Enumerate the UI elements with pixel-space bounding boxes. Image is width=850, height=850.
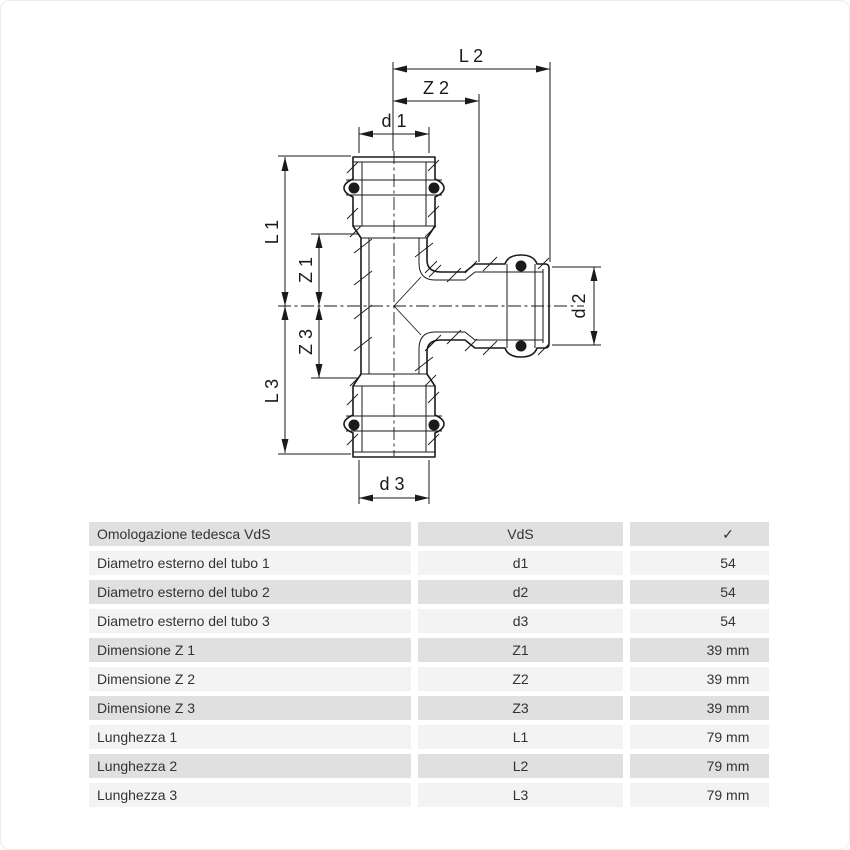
row-label: Dimensione Z 3: [89, 696, 411, 720]
table-row: [89, 754, 769, 778]
table-row: [89, 725, 769, 749]
row-value: 79 mm: [630, 754, 769, 778]
row-symbol: d1: [418, 551, 623, 575]
row-symbol: Z3: [418, 696, 623, 720]
dim-label-l3: L 3: [262, 378, 282, 404]
row-symbol: L1: [418, 725, 623, 749]
table-row: [89, 696, 769, 720]
row-label: Diametro esterno del tubo 3: [89, 609, 411, 633]
technical-drawing: [1, 1, 850, 516]
row-label: Lunghezza 1: [89, 725, 411, 749]
row-value: 79 mm: [630, 783, 769, 807]
tee-outline: [344, 157, 549, 457]
row-symbol: Z1: [418, 638, 623, 662]
row-value: 54: [630, 609, 769, 633]
table-row: [89, 667, 769, 691]
row-label: Omologazione tedesca VdS: [89, 522, 411, 546]
row-value: 39 mm: [630, 667, 769, 691]
row-label: Diametro esterno del tubo 2: [89, 580, 411, 604]
dim-label-l1: L 1: [262, 219, 282, 245]
row-symbol: L3: [418, 783, 623, 807]
dim-label-z1: Z 1: [296, 256, 316, 284]
row-value: 79 mm: [630, 725, 769, 749]
row-label: Lunghezza 3: [89, 783, 411, 807]
row-label: Dimensione Z 1: [89, 638, 411, 662]
row-symbol: L2: [418, 754, 623, 778]
table-row: [89, 638, 769, 662]
centerlines: [278, 151, 584, 456]
wall-detail-lines: [346, 162, 543, 452]
dim-label-d1: d 1: [381, 111, 407, 131]
row-label: Dimensione Z 2: [89, 667, 411, 691]
dim-label-z3: Z 3: [296, 328, 316, 356]
row-label: Lunghezza 2: [89, 754, 411, 778]
row-value: ✓: [630, 522, 769, 546]
row-symbol: d3: [418, 609, 623, 633]
row-value: 39 mm: [630, 638, 769, 662]
spec-table: [89, 522, 769, 812]
hatch-marks: [347, 160, 549, 445]
row-symbol: VdS: [418, 522, 623, 546]
row-value: 54: [630, 580, 769, 604]
row-symbol: Z2: [418, 667, 623, 691]
table-row: [89, 551, 769, 575]
extension-lines: [278, 62, 601, 504]
dim-label-d3: d 3: [379, 474, 405, 494]
row-value: 54: [630, 551, 769, 575]
row-value: 39 mm: [630, 696, 769, 720]
table-row: [89, 522, 769, 546]
table-row: [89, 609, 769, 633]
row-label: Diametro esterno del tubo 1: [89, 551, 411, 575]
table-row: [89, 580, 769, 604]
dim-label-l2: L 2: [458, 46, 484, 66]
dim-label-z2: Z 2: [422, 78, 450, 98]
row-symbol: d2: [418, 580, 623, 604]
dim-label-d2: d 2: [569, 293, 589, 319]
tee-fitting-drawing: [278, 151, 584, 457]
table-row: [89, 783, 769, 807]
